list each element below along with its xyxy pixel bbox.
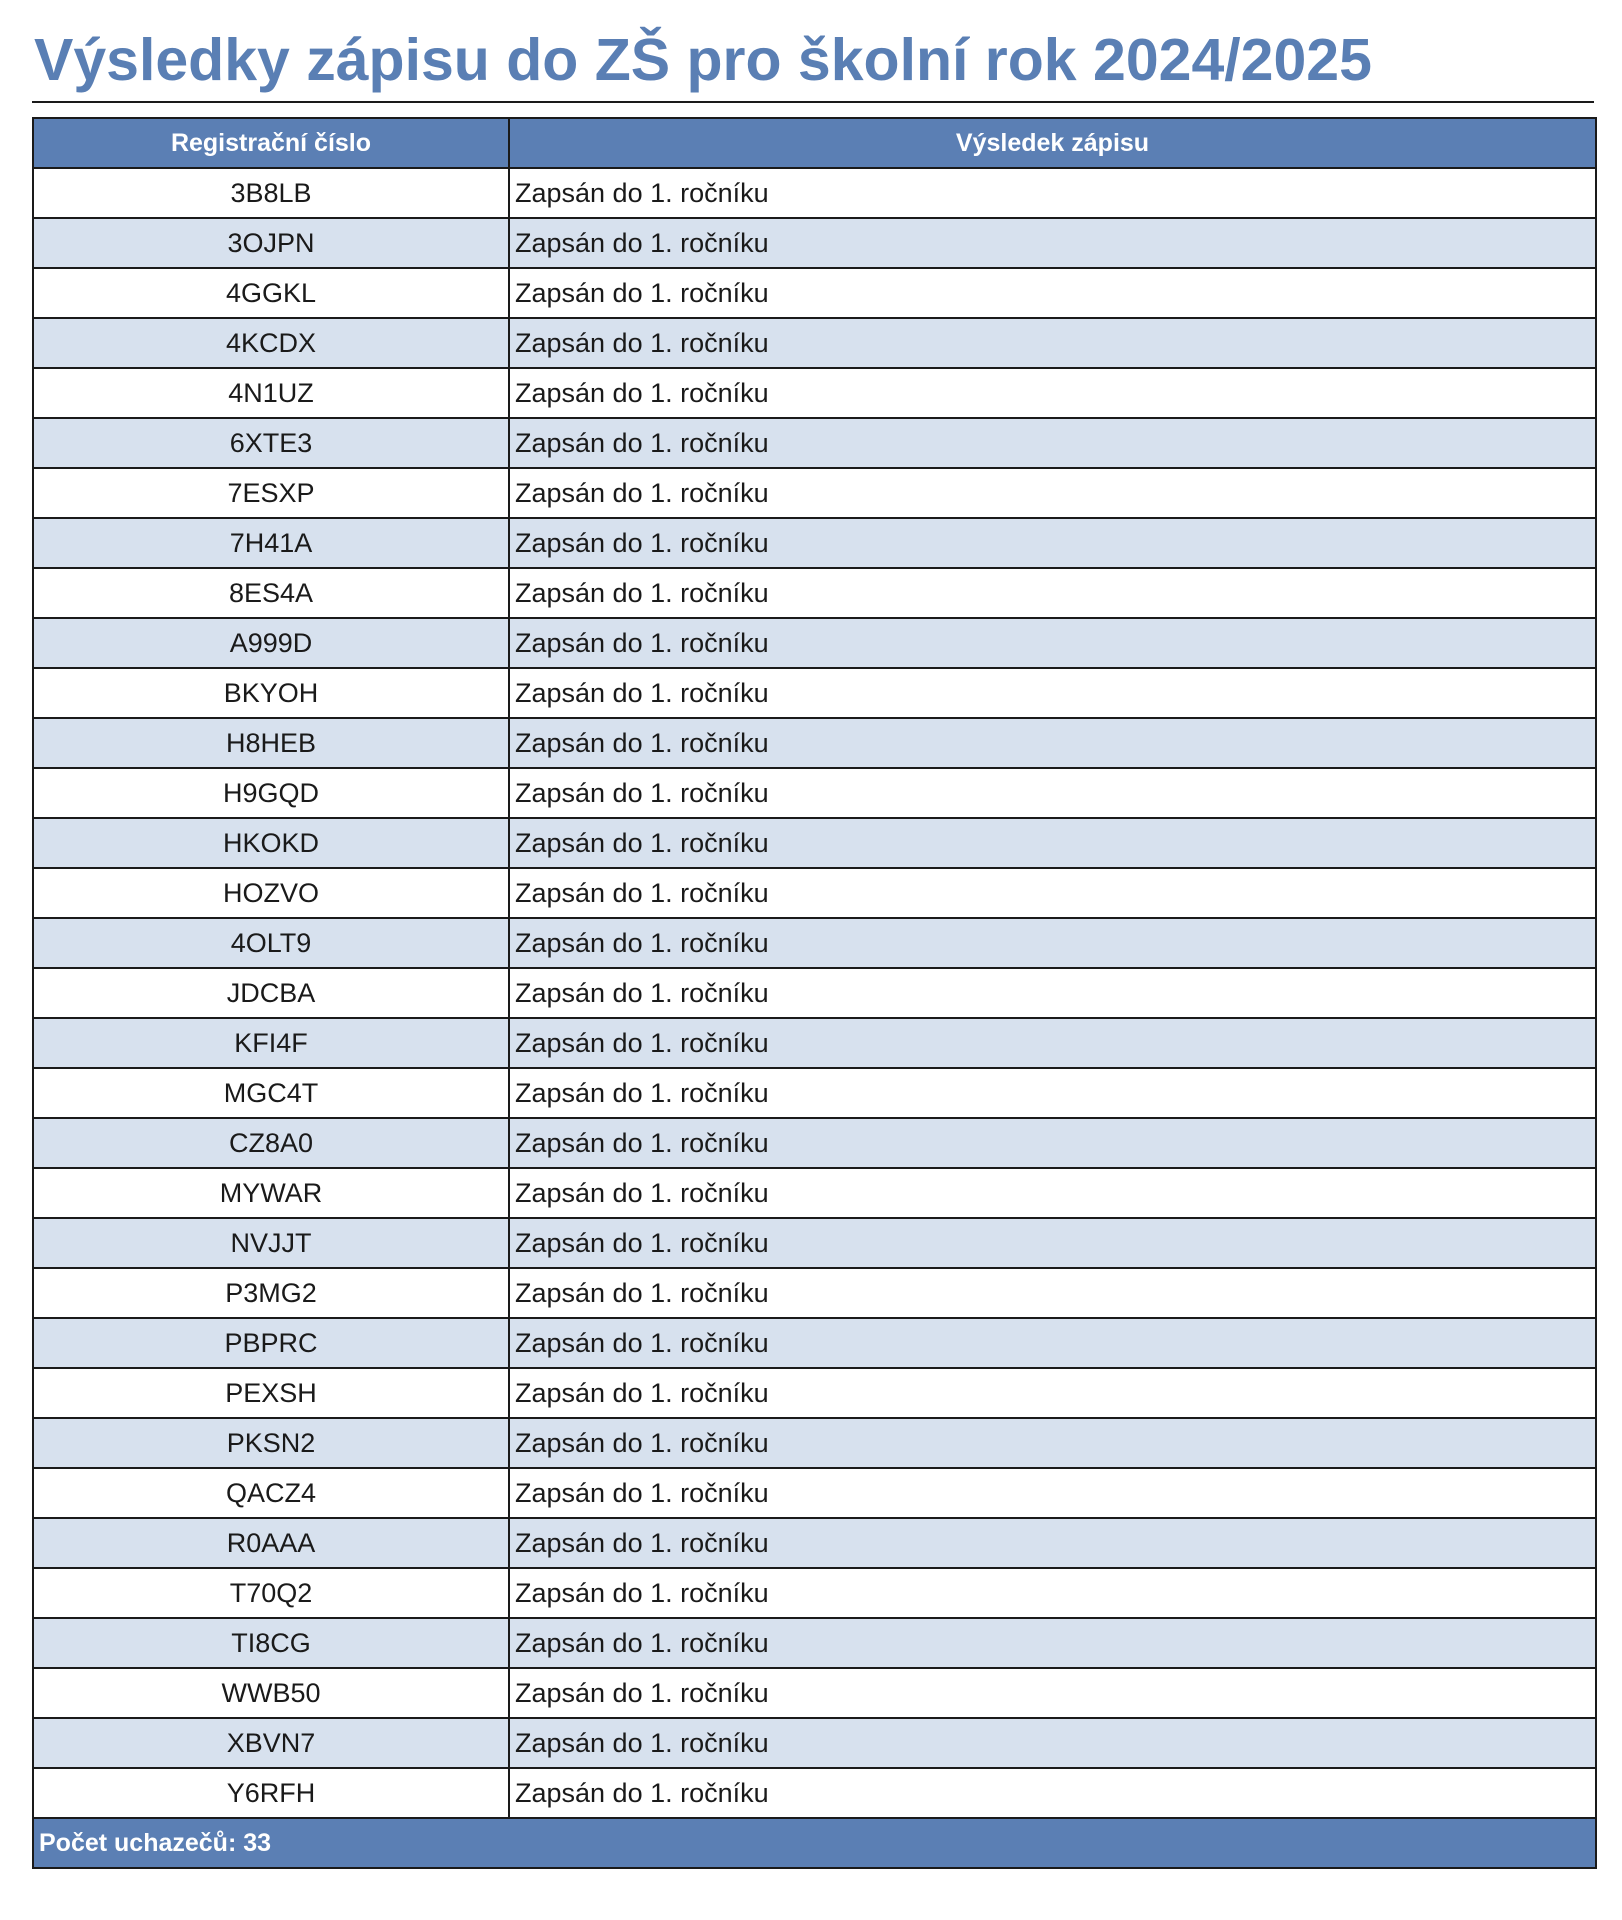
registration-number-cell: WWB50 — [33, 1668, 509, 1718]
table-row — [33, 1118, 1596, 1168]
registration-number-cell: BKYOH — [33, 668, 509, 718]
result-cell: Zapsán do 1. ročníku — [509, 768, 1596, 818]
registration-number-cell: MYWAR — [33, 1168, 509, 1218]
registration-number-cell: P3MG2 — [33, 1268, 509, 1318]
result-cell: Zapsán do 1. ročníku — [509, 1368, 1596, 1418]
result-cell: Zapsán do 1. ročníku — [509, 568, 1596, 618]
result-cell: Zapsán do 1. ročníku — [509, 1018, 1596, 1068]
result-cell: Zapsán do 1. ročníku — [509, 968, 1596, 1018]
registration-number-cell: PBPRC — [33, 1318, 509, 1368]
table-row — [33, 768, 1596, 818]
table-row — [33, 468, 1596, 518]
registration-number-cell: R0AAA — [33, 1518, 509, 1568]
results-table — [32, 117, 1597, 1869]
table-row — [33, 218, 1596, 268]
result-cell: Zapsán do 1. ročníku — [509, 318, 1596, 368]
applicant-count: Počet uchazečů: 33 — [33, 1818, 1596, 1868]
table-row — [33, 1768, 1596, 1818]
registration-number-cell: XBVN7 — [33, 1718, 509, 1768]
table-row — [33, 1668, 1596, 1718]
table-row — [33, 1568, 1596, 1618]
registration-number-cell: PKSN2 — [33, 1418, 509, 1468]
registration-number-cell: 7ESXP — [33, 468, 509, 518]
result-cell: Zapsán do 1. ročníku — [509, 1668, 1596, 1718]
title-divider — [32, 101, 1594, 103]
table-row — [33, 1218, 1596, 1268]
result-cell: Zapsán do 1. ročníku — [509, 868, 1596, 918]
registration-number-cell: MGC4T — [33, 1068, 509, 1118]
table-body — [33, 168, 1596, 1818]
result-cell: Zapsán do 1. ročníku — [509, 468, 1596, 518]
registration-number-cell: TI8CG — [33, 1618, 509, 1668]
table-header-row — [33, 118, 1596, 168]
table-row — [33, 168, 1596, 218]
table-row — [33, 368, 1596, 418]
result-cell: Zapsán do 1. ročníku — [509, 668, 1596, 718]
table-row — [33, 618, 1596, 668]
result-cell: Zapsán do 1. ročníku — [509, 618, 1596, 668]
table-row — [33, 668, 1596, 718]
result-cell: Zapsán do 1. ročníku — [509, 918, 1596, 968]
table-row — [33, 918, 1596, 968]
registration-number-cell: 7H41A — [33, 518, 509, 568]
column-header-registration-number: Registrační číslo — [33, 118, 509, 168]
result-cell: Zapsán do 1. ročníku — [509, 1568, 1596, 1618]
registration-number-cell: 4GGKL — [33, 268, 509, 318]
registration-number-cell: JDCBA — [33, 968, 509, 1018]
result-cell: Zapsán do 1. ročníku — [509, 218, 1596, 268]
result-cell: Zapsán do 1. ročníku — [509, 368, 1596, 418]
table-row — [33, 1268, 1596, 1318]
table-row — [33, 818, 1596, 868]
registration-number-cell: CZ8A0 — [33, 1118, 509, 1168]
result-cell: Zapsán do 1. ročníku — [509, 1768, 1596, 1818]
table-row — [33, 1018, 1596, 1068]
table-row — [33, 268, 1596, 318]
result-cell: Zapsán do 1. ročníku — [509, 1268, 1596, 1318]
result-cell: Zapsán do 1. ročníku — [509, 818, 1596, 868]
table-row — [33, 868, 1596, 918]
table-row — [33, 1368, 1596, 1418]
table-row — [33, 1168, 1596, 1218]
registration-number-cell: 4KCDX — [33, 318, 509, 368]
table-row — [33, 968, 1596, 1018]
result-cell: Zapsán do 1. ročníku — [509, 1318, 1596, 1368]
result-cell: Zapsán do 1. ročníku — [509, 1718, 1596, 1768]
table-row — [33, 1618, 1596, 1668]
registration-number-cell: T70Q2 — [33, 1568, 509, 1618]
registration-number-cell: 4OLT9 — [33, 918, 509, 968]
column-header-result: Výsledek zápisu — [509, 118, 1596, 168]
result-cell: Zapsán do 1. ročníku — [509, 1418, 1596, 1468]
registration-number-cell: PEXSH — [33, 1368, 509, 1418]
table-row — [33, 568, 1596, 618]
table-row — [33, 1318, 1596, 1368]
registration-number-cell: 8ES4A — [33, 568, 509, 618]
result-cell: Zapsán do 1. ročníku — [509, 1518, 1596, 1568]
registration-number-cell: HKOKD — [33, 818, 509, 868]
table-row — [33, 518, 1596, 568]
table-row — [33, 718, 1596, 768]
result-cell: Zapsán do 1. ročníku — [509, 1468, 1596, 1518]
table-row — [33, 318, 1596, 368]
result-cell: Zapsán do 1. ročníku — [509, 1618, 1596, 1668]
table-footer-row — [33, 1818, 1596, 1868]
registration-number-cell: H8HEB — [33, 718, 509, 768]
registration-number-cell: A999D — [33, 618, 509, 668]
registration-number-cell: Y6RFH — [33, 1768, 509, 1818]
registration-number-cell: QACZ4 — [33, 1468, 509, 1518]
page-title: Výsledky zápisu do ZŠ pro školní rok 2024/2025 — [34, 27, 1372, 93]
registration-number-cell: KFI4F — [33, 1018, 509, 1068]
result-cell: Zapsán do 1. ročníku — [509, 268, 1596, 318]
registration-number-cell: 3OJPN — [33, 218, 509, 268]
table-row — [33, 1718, 1596, 1768]
table-row — [33, 418, 1596, 468]
result-cell: Zapsán do 1. ročníku — [509, 1168, 1596, 1218]
table-row — [33, 1518, 1596, 1568]
registration-number-cell: HOZVO — [33, 868, 509, 918]
result-cell: Zapsán do 1. ročníku — [509, 418, 1596, 468]
result-cell: Zapsán do 1. ročníku — [509, 518, 1596, 568]
table-row — [33, 1418, 1596, 1468]
registration-number-cell: H9GQD — [33, 768, 509, 818]
registration-number-cell: NVJJT — [33, 1218, 509, 1268]
registration-number-cell: 3B8LB — [33, 168, 509, 218]
result-cell: Zapsán do 1. ročníku — [509, 1118, 1596, 1168]
table-row — [33, 1068, 1596, 1118]
result-cell: Zapsán do 1. ročníku — [509, 1068, 1596, 1118]
result-cell: Zapsán do 1. ročníku — [509, 1218, 1596, 1268]
registration-number-cell: 4N1UZ — [33, 368, 509, 418]
result-cell: Zapsán do 1. ročníku — [509, 718, 1596, 768]
registration-number-cell: 6XTE3 — [33, 418, 509, 468]
result-cell: Zapsán do 1. ročníku — [509, 168, 1596, 218]
table-row — [33, 1468, 1596, 1518]
